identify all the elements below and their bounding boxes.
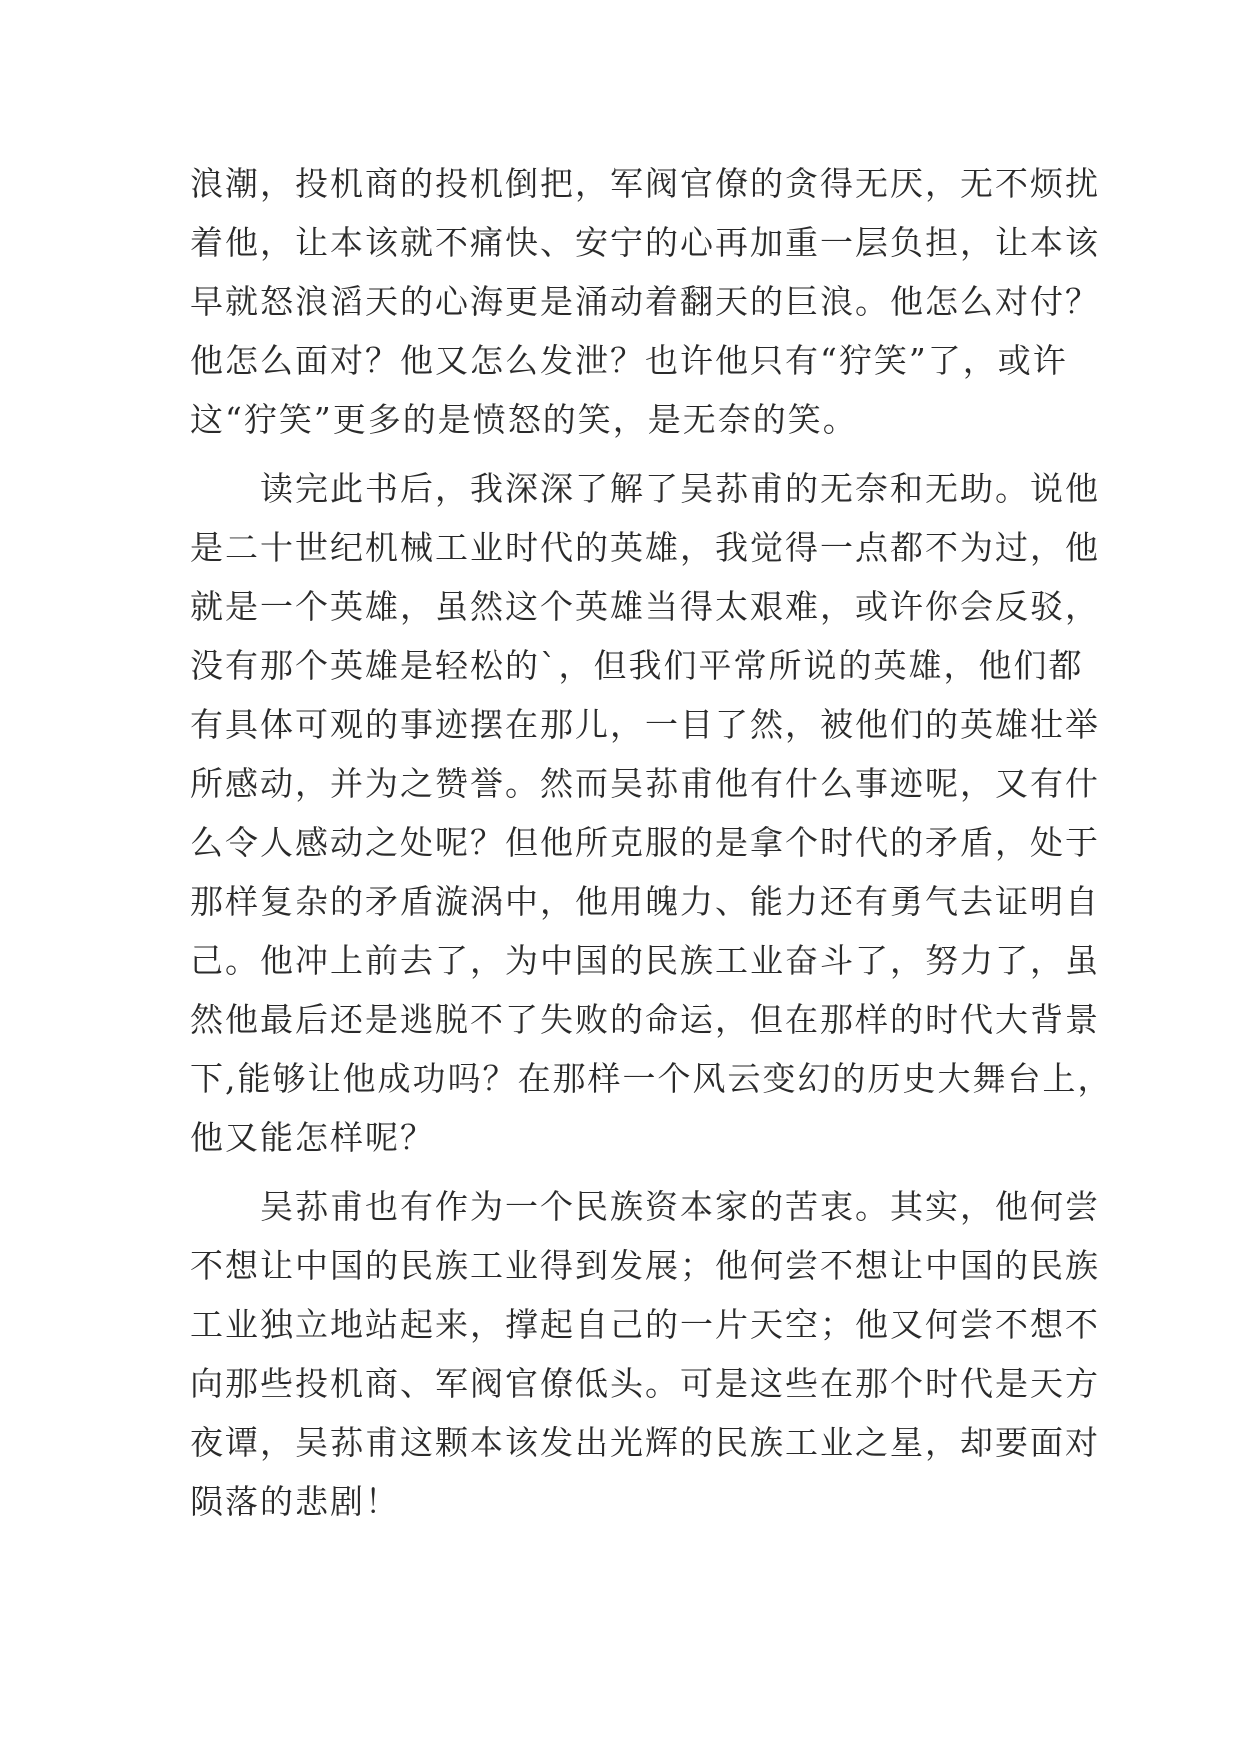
- text-line: 读完此书后，我深深了解了吴荪甫的无奈和无助。说他: [260, 469, 1100, 508]
- text-line: 夜谭，吴荪甫这颗本该发出光辉的民族工业之星，却要面对: [190, 1423, 1100, 1462]
- text-line: 着他，让本该就不痛快、安宁的心再加重一层负担，让本该: [190, 223, 1100, 262]
- text-line: 己。他冲上前去了，为中国的民族工业奋斗了，努力了，虽: [190, 941, 1100, 980]
- text-line: 就是一个英雄，虽然这个英雄当得太艰难，或许你会反驳，: [190, 587, 1100, 626]
- text-line: 早就怒浪滔天的心海更是涌动着翻天的巨浪。他怎么对付？: [190, 282, 1100, 321]
- text-line: 没有那个英雄是轻松的`，但我们平常所说的英雄，他们都: [190, 646, 1084, 685]
- paragraph-gap: [190, 1167, 1070, 1177]
- text-line: 么令人感动之处呢？但他所克服的是拿个时代的矛盾，处于: [190, 823, 1100, 862]
- paragraph-gap: [190, 449, 1070, 459]
- body-text: [190, 154, 1113, 1531]
- text-line: 浪潮，投机商的投机倒把，军阀官僚的贪得无厌，无不烦扰: [190, 164, 1100, 203]
- paragraph-2: [190, 459, 1113, 1167]
- text-line: 是二十世纪机械工业时代的英雄，我觉得一点都不为过，他: [190, 528, 1100, 567]
- text-line: 向那些投机商、军阀官僚低头。可是这些在那个时代是天方: [190, 1364, 1100, 1403]
- text-line: 有具体可观的事迹摆在那儿，一目了然，被他们的英雄壮举: [190, 705, 1100, 744]
- text-line: 下,能够让他成功吗？在那样一个风云变幻的历史大舞台上，: [190, 1059, 1113, 1098]
- text-line: 不想让中国的民族工业得到发展；他何尝不想让中国的民族: [190, 1246, 1100, 1285]
- text-line: 然他最后还是逃脱不了失败的命运，但在那样的时代大背景: [190, 1000, 1100, 1039]
- text-line: 那样复杂的矛盾漩涡中，他用魄力、能力还有勇气去证明自: [190, 882, 1100, 921]
- paragraph-3: [190, 1177, 1100, 1531]
- text-line: 工业独立地站起来，撑起自己的一片天空；他又何尝不想不: [190, 1305, 1100, 1344]
- paragraph-1: [190, 154, 1100, 449]
- text-line: 他怎么面对？他又怎么发泄？也许他只有“狞笑”了，或许: [190, 341, 1068, 380]
- text-line: 所感动，并为之赞誉。然而吴荪甫他有什么事迹呢，又有什: [190, 764, 1100, 803]
- text-line: 吴荪甫也有作为一个民族资本家的苦衷。其实，他何尝: [260, 1187, 1100, 1226]
- text-line: 陨落的悲剧！: [190, 1482, 400, 1521]
- text-line: 他又能怎样呢？: [190, 1118, 435, 1157]
- text-line: 这“狞笑”更多的是愤怒的笑，是无奈的笑。: [190, 400, 858, 439]
